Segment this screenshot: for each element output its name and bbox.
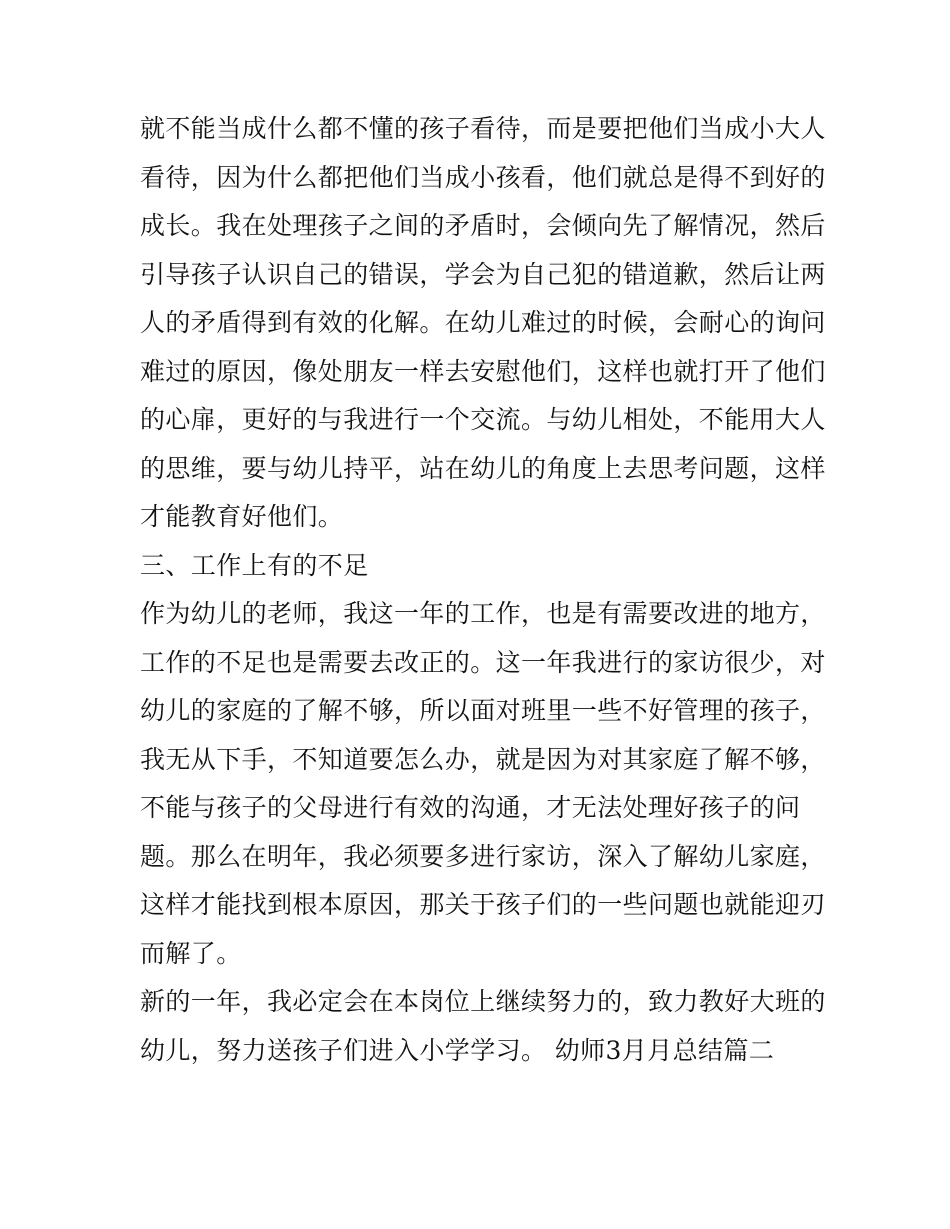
text-line: 幼儿的家庭的了解不够，所以面对班里一些不好管理的孩子， [140, 696, 826, 725]
text-line: 不能与孩子的父母进行有效的沟通，才无法处理好孩子的问 [140, 793, 801, 822]
text-line: 成长。我在处理孩子之间的矛盾时，会倾向先了解情况，然后 [140, 211, 826, 240]
text-line: 工作的不足也是需要去改正的。这一年我进行的家访很少，对 [140, 647, 826, 677]
text-line: 才能教育好他们。 [140, 502, 344, 531]
text-line: 的心扉，更好的与我进行一个交流。与幼儿相处，不能用大人 [140, 405, 826, 434]
text-line: 人的矛盾得到有效的化解。在幼儿难过的时候，会耐心的询问 [140, 308, 826, 337]
text-line: 新的一年，我必定会在本岗位上继续努力的，致力教好大班的 [140, 987, 826, 1016]
text-line: 而解了。 [140, 938, 242, 968]
text-line: 就不能当成什么都不懂的孩子看待，而是要把他们当成小大人 [140, 114, 826, 143]
text-line: 我无从下手，不知道要怎么办，就是因为对其家庭了解不够， [140, 744, 826, 774]
text-line: 看待，因为什么都把他们当成小孩看，他们就总是得不到好的 [140, 162, 826, 192]
text-line: 难过的原因，像处朋友一样去安慰他们，这样也就打开了他们 [140, 356, 826, 386]
text-line: 幼儿，努力送孩子们进入小学学习。 幼师3月月总结篇二 [140, 1035, 775, 1065]
text-line: 作为幼儿的老师，我这一年的工作，也是有需要改进的地方， [140, 599, 826, 628]
section-heading: 三、工作上有的不足 [140, 550, 369, 580]
text-line: 的思维，要与幼儿持平，站在幼儿的角度上去思考问题，这样 [140, 453, 826, 483]
text-line: 引导孩子认识自己的错误，学会为自己犯的错道歉，然后让两 [140, 259, 826, 289]
text-line: 这样才能找到根本原因，那关于孩子们的一些问题也就能迎刃 [140, 890, 826, 919]
text-line: 题。那么在明年，我必须要多进行家访，深入了解幼儿家庭， [140, 841, 826, 871]
body-text [140, 105, 826, 1075]
